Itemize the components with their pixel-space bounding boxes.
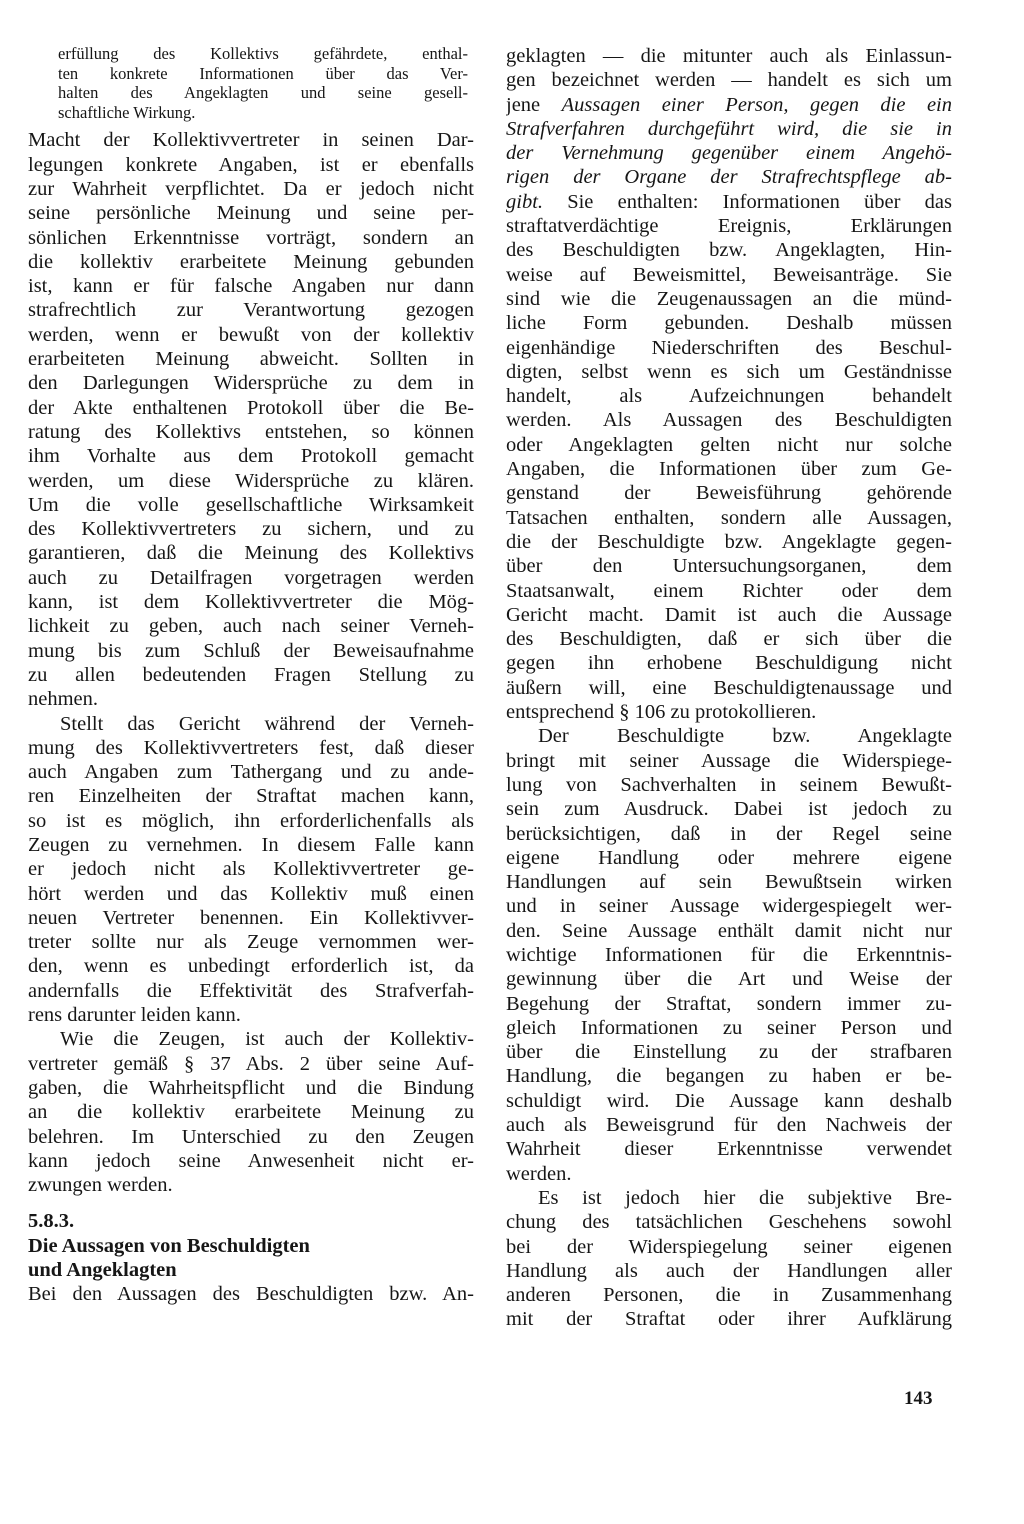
text-line: auch Angaben zum Tathergang und zu ande- <box>28 761 474 784</box>
text-line: und in seiner Aussage widergespiegelt wer- <box>506 895 952 918</box>
text-line: hört werden und das Kollektiv muß einen <box>28 882 474 905</box>
text-line: ist, kann er für falsche Angaben nur dann <box>28 275 474 298</box>
text-line: auch als Beweisgrund für den Nachweis der <box>506 1114 952 1137</box>
text-line: Handlungen auf sein Bewußtsein wirken <box>506 871 952 894</box>
text-line <box>506 117 952 141</box>
text-line: liche Form gebunden. Deshalb müssen <box>506 312 952 335</box>
text-line: chung des tatsächlichen Geschehens sowohl <box>506 1211 952 1234</box>
text-line: der Akte enthaltenen Protokoll über die Be- <box>28 396 474 419</box>
text-line: Angaben, die Informationen über zum Ge- <box>506 458 952 481</box>
text-line: schaftliche Wirkung. <box>58 102 196 122</box>
text-line: berücksichtigen, daß in der Regel seine <box>506 822 952 845</box>
text-line: rens darunter leiden kann. <box>28 1004 241 1027</box>
text-line: nehmen. <box>28 688 99 711</box>
section-title-line: Die Aussagen von Beschuldigten <box>28 1234 310 1257</box>
text-line: des Kollektivvertreters zu sichern, und zu <box>28 518 474 541</box>
text-line: Macht der Kollektivvertreter in seinen Dar- <box>28 129 474 152</box>
left-column <box>28 44 474 1307</box>
text-line: er jedoch nicht als Kollektivvertreter ge- <box>28 858 474 881</box>
text-line: die kollektiv erarbeitete Meinung gebunden <box>28 250 474 273</box>
text-line: gaben, die Wahrheitspflicht und die Bindung <box>28 1076 474 1099</box>
text-line: weise auf Beweismittel, Beweisanträge. Sie <box>506 263 952 286</box>
text-line: über den Untersuchungsorganen, dem <box>506 555 952 578</box>
text-line: auch zu Detailfragen vorgetragen werden <box>28 566 474 589</box>
text-line: mit der Straftat oder ihrer Aufklärung <box>506 1308 952 1331</box>
body-text <box>28 128 474 1197</box>
emphasis: Aussagen einer Person, gegen die ein <box>561 93 952 116</box>
text-line: eigene Handlung oder mehrere eigene <box>506 846 952 869</box>
right-column <box>506 44 952 1332</box>
text-line: wichtige Informationen für die Erkenntnis- <box>506 943 952 966</box>
text-line: werden, wenn er bewußt von der kollektiv <box>28 323 474 346</box>
text-line: mung des Kollektivvertreters fest, daß dieser <box>28 736 474 759</box>
section-heading <box>28 1209 474 1282</box>
text-line: anderen Personen, die in Zusammenhang <box>506 1284 952 1307</box>
text-line: den, wenn es unbedingt erforderlich ist, da <box>28 955 474 978</box>
text-line: belehren. Im Unterschied zu den Zeugen <box>28 1125 474 1148</box>
text-line: strafrechtlich zur Verantwortung gezogen <box>28 299 474 322</box>
text-line: lichkeit zu geben, auch nach seiner Verneh- <box>28 615 474 638</box>
text-line: äußern will, eine Beschuldigtenaussage und <box>506 676 952 699</box>
text-line: ihm Vorhalte aus dem Protokoll gemacht <box>28 445 474 468</box>
text-line: gen bezeichnet werden — handelt es sich um <box>506 69 952 92</box>
emphasis: Strafverfahren durchgeführt wird, die sie in <box>506 117 952 140</box>
text-line: straftatverdächtige Ereignis, Erklärungen <box>506 215 952 238</box>
text-line: mung bis zum Schluß der Beweisaufnahme <box>28 639 474 662</box>
emphasis: rigen der Organe der Strafrechtspflege ab- <box>506 166 952 189</box>
text-line: sind wie die Zeugenaussagen an die münd- <box>506 287 952 310</box>
text-line: bei der Widerspiegelung seiner eigenen <box>506 1235 952 1258</box>
text-line: Bei den Aussagen des Beschuldigten bzw. An- <box>28 1283 474 1306</box>
text-line: andernfalls die Effektivität des Strafverfah- <box>28 979 474 1002</box>
text-line: Es ist jedoch hier die subjektive Bre- <box>538 1186 952 1209</box>
text-line: Handlung, die begangen zu haben er be- <box>506 1065 952 1088</box>
text-line: ren Einzelheiten der Straftat machen kann, <box>28 785 474 808</box>
indented-quote <box>28 44 474 122</box>
text-line: des Beschuldigten, daß er sich über die <box>506 628 952 651</box>
text-line <box>506 165 952 189</box>
text-line: Um die volle gesellschaftliche Wirksamkeit <box>28 493 474 516</box>
section-number: 5.8.3. <box>28 1210 75 1233</box>
text-line: geklagten — die mitunter auch als Einlassun- <box>506 45 952 67</box>
text-line: Staatsanwalt, einem Richter oder dem <box>506 579 952 602</box>
text-line: ten konkrete Informationen über das Ver- <box>58 63 468 83</box>
text-line: lung von Sachverhalten in seinem Bewußt- <box>506 773 952 796</box>
text-line: so ist es möglich, ihn erforderlichenfalls als <box>28 809 474 832</box>
text-line: zwungen werden. <box>28 1174 173 1197</box>
text-line: oder Angeklagten gelten nicht nur solche <box>506 433 952 456</box>
text-line: treter sollte nur als Zeuge vernommen wer- <box>28 931 474 954</box>
text-line: Handlung als auch der Handlungen aller <box>506 1259 952 1282</box>
text-line: werden. Als Aussagen des Beschuldigten <box>506 409 952 432</box>
text-line: digten, selbst wenn es sich um Geständnisse <box>506 360 952 383</box>
text-line: erfüllung des Kollektivs gefährdete, enthal- <box>58 44 468 63</box>
text-line: entsprechend § 106 zu protokollieren. <box>506 701 817 724</box>
text-line: Zeugen zu vernehmen. In diesem Falle kann <box>28 833 474 856</box>
spacer <box>28 1197 474 1209</box>
text-line: werden, um diese Widersprüche zu klären. <box>28 469 474 492</box>
text-line: Wie die Zeugen, ist auch der Kollektiv- <box>60 1028 474 1051</box>
section-title-line: und Angeklagten <box>28 1259 177 1282</box>
text-line: über die Einstellung zu der strafbaren <box>506 1041 952 1064</box>
text-line: zu allen bedeutenden Fragen Stellung zu <box>28 663 474 686</box>
text-line: neuen Vertreter benennen. Ein Kollektivver- <box>28 906 474 929</box>
text-line: jene Aussagen einer Person, gegen die ein <box>506 93 952 116</box>
text-line: garantieren, daß die Meinung des Kollektivs <box>28 542 474 565</box>
emphasis: der Vernehmung gegenüber einem Angehö- <box>506 142 952 165</box>
text-line: genstand der Beweisführung gehörende <box>506 482 952 505</box>
text-line: die der Beschuldigte bzw. Angeklagte gegen- <box>506 530 952 553</box>
text-line: erarbeiteten Meinung abweicht. Sollten in <box>28 348 474 371</box>
text-line: Der Beschuldigte bzw. Angeklagte <box>538 725 952 748</box>
text-line: den. Seine Aussage enthält damit nicht nur <box>506 919 952 942</box>
text-line: gewinnung über die Art und Weise der <box>506 968 952 991</box>
text-line: sönlichen Erkenntnisse vorträgt, sondern an <box>28 226 474 249</box>
text-line: an die kollektiv erarbeitete Meinung zu <box>28 1101 474 1124</box>
text-line: halten des Angeklagten und seine gesell- <box>58 83 468 103</box>
text-line: Gericht macht. Damit ist auch die Aussage <box>506 603 952 626</box>
text-line: handelt, als Aufzeichnungen behandelt <box>506 385 952 408</box>
text-line: Begehung der Straftat, sondern immer zu- <box>506 992 952 1015</box>
text-line: seine persönliche Meinung und seine per- <box>28 202 474 225</box>
text-line: gegen ihn erhobene Beschuldigung nicht <box>506 652 952 675</box>
text-line: eigenhändige Niederschriften des Beschul- <box>506 336 952 359</box>
text-line <box>506 141 952 165</box>
emphasis: gibt. <box>506 190 544 213</box>
text-line: den Darlegungen Widersprüche zu dem in <box>28 372 474 395</box>
text-line: gleich Informationen zu seiner Person und <box>506 1016 952 1039</box>
text-line: Stellt das Gericht während der Verneh- <box>60 712 474 735</box>
text-line: ratung des Kollektivs entstehen, so können <box>28 420 474 443</box>
text-line: vertreter gemäß § 37 Abs. 2 über seine Auf- <box>28 1052 474 1075</box>
text-line: sein zum Ausdruck. Dabei ist jedoch zu <box>506 798 952 821</box>
text-line: des Beschuldigten bzw. Angeklagten, Hin- <box>506 239 952 262</box>
text-line: werden. <box>506 1162 572 1185</box>
page-number: 143 <box>904 1388 933 1409</box>
text-line: zur Wahrheit verpflichtet. Da er jedoch nicht <box>28 177 474 200</box>
text-line: schuldigt wird. Die Aussage kann deshalb <box>506 1089 952 1112</box>
text-line: kann, ist dem Kollektivvertreter die Mög- <box>28 591 474 614</box>
text-line: kann jedoch seine Anwesenheit nicht er- <box>28 1149 474 1172</box>
text-line: Tatsachen enthalten, sondern alle Aussagen, <box>506 506 952 529</box>
text-line: Wahrheit dieser Erkenntnisse verwendet <box>506 1138 952 1161</box>
text-line: legungen konkrete Angaben, ist er ebenfalls <box>28 153 474 176</box>
text-line: bringt mit seiner Aussage die Widerspiege- <box>506 749 952 772</box>
text-line: gibt. Sie enthalten: Informationen über das <box>506 190 952 213</box>
